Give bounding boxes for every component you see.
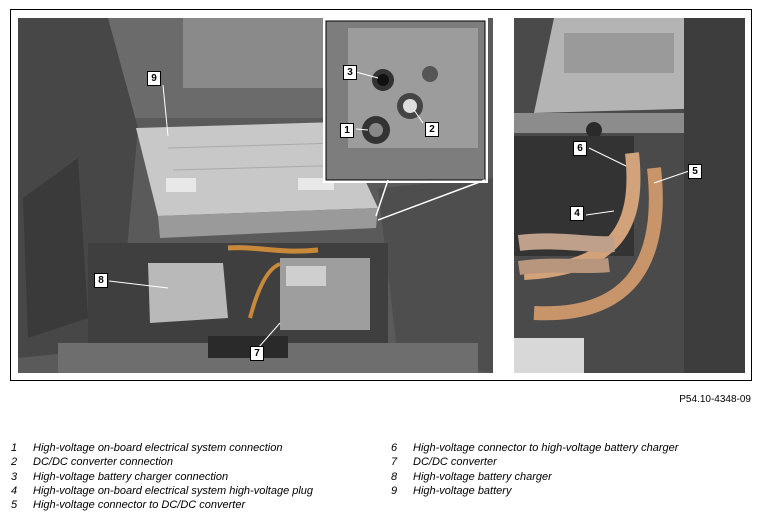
reference-code: P54.10-4348-09	[679, 394, 751, 405]
callout-9: 9	[147, 71, 161, 86]
legend-right	[391, 441, 678, 498]
legend-item: 5 High-voltage connector to DC/DC converter	[11, 499, 246, 512]
callout-1: 1	[340, 123, 354, 138]
legend-left	[11, 441, 313, 512]
connector-photo	[514, 18, 745, 373]
callout-8: 8	[94, 273, 108, 288]
legend-item: 7 DC/DC converter	[391, 456, 497, 469]
callout-7: 7	[250, 346, 264, 361]
callout-2: 2	[425, 122, 439, 137]
legend-item: 4 High-voltage on-board electrical system high-voltage plug	[11, 484, 314, 497]
callout-5: 5	[688, 164, 702, 179]
callout-6: 6	[573, 141, 587, 156]
legend-item: 1 High-voltage on-board electrical system connection	[11, 442, 283, 454]
legend-item: 8 High-voltage battery charger	[391, 470, 552, 483]
trunk-photo	[18, 18, 493, 373]
legend-item: 9 High-voltage battery	[391, 484, 512, 497]
callout-4: 4	[570, 206, 584, 221]
callout-3: 3	[343, 65, 357, 80]
legend-item: 6 High-voltage connector to high-voltage battery charger	[391, 442, 679, 454]
legend-item: 2 DC/DC converter connection	[11, 456, 174, 469]
legend-item: 3 High-voltage battery charger connection	[11, 470, 229, 483]
